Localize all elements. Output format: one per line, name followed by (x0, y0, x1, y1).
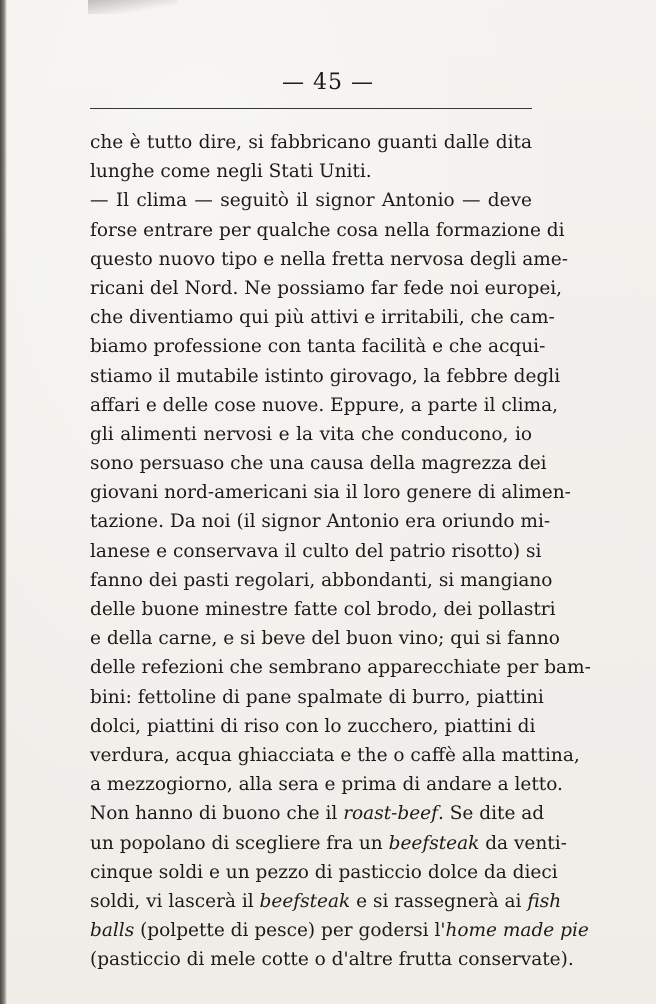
text-line (90, 799, 545, 828)
text-line (90, 916, 589, 945)
text-segment: biamo professione con tanta facilità e che acqui- (90, 336, 546, 358)
text-line (90, 128, 532, 157)
body-text (90, 128, 591, 974)
text-segment: che diventiamo qui più attivi e irritabili, che cam- (90, 307, 555, 329)
text-line (90, 362, 561, 391)
scan-smudge (88, 0, 178, 14)
text-line (90, 887, 562, 916)
text-segment: — Il clima — seguitò il signor Antonio — deve (90, 190, 532, 212)
text-line (90, 770, 563, 799)
text-line (90, 420, 532, 449)
text-segment: lanese e conservava il culto del patrio risotto) si (90, 540, 542, 562)
text-segment: che è tutto dire, si fabbricano guanti dalle dita (90, 132, 532, 153)
text-line (90, 595, 556, 624)
text-segment: sono persuaso che una causa della magrezza dei (90, 453, 547, 475)
text-segment: forse entrare per qualche cosa nella formazione di (90, 219, 565, 241)
text-line (90, 391, 558, 420)
text-segment: affari e delle cose nuove. Eppure, a parte il clima, (90, 394, 558, 416)
text-segment: giovani nord-americani sia il loro genere di alimen- (90, 482, 571, 504)
text-line (90, 478, 571, 507)
text-line (90, 216, 565, 245)
text-line (90, 858, 558, 887)
text-line (90, 653, 591, 682)
text-line (90, 303, 555, 332)
italic-text: roast-beef (343, 803, 438, 825)
text-segment: soldi, vi lascerà il (90, 890, 260, 912)
text-segment: questo nuovo tipo e nella fretta nervosa degli ame- (90, 248, 568, 270)
italic-text: fish (527, 890, 562, 912)
text-segment: e della carne, e si beve del buon vino; qui si fanno (90, 628, 560, 650)
page-number: — 45 — (282, 70, 374, 95)
text-line (90, 537, 542, 566)
header-rule (90, 108, 532, 109)
text-segment: verdura, acqua ghiacciata e the o caffè alla mattina, (90, 744, 580, 766)
text-line (90, 712, 536, 741)
italic-text: home made pie (445, 920, 589, 942)
text-segment: bini: fettoline di pane spalmate di burro, piattini (90, 686, 544, 708)
text-line (90, 186, 532, 215)
text-line (90, 829, 567, 858)
italic-text: balls (90, 920, 135, 942)
text-line (90, 157, 532, 186)
text-line (90, 624, 560, 653)
text-segment: cinque soldi e un pezzo di pasticcio dolce da dieci (90, 861, 558, 883)
text-line (90, 507, 551, 536)
text-segment: ricani del Nord. Ne possiamo far fede noi europei, (90, 277, 563, 299)
text-line (90, 945, 574, 974)
page-left-edge (0, 0, 7, 1004)
text-segment: lunghe come negli Stati Uniti. (90, 161, 372, 183)
text-line (90, 566, 553, 595)
text-segment: (pasticcio di mele cotte o d'altre frutta conservate). (90, 949, 574, 971)
text-line (90, 741, 580, 770)
text-line (90, 683, 544, 712)
text-line (90, 245, 568, 274)
text-line (90, 449, 547, 478)
text-segment: delle refezioni che sembrano apparecchiate per bam- (90, 657, 591, 679)
text-segment: gli alimenti nervosi e la vita che conducono, io (90, 423, 532, 445)
text-segment: (polpette di pesce) per godersi l' (134, 920, 446, 942)
text-segment: stiamo il mutabile istinto girovago, la febbre degli (90, 365, 561, 387)
text-line (90, 332, 546, 361)
text-segment: da venti- (479, 832, 567, 854)
text-segment: tazione. Da noi (il signor Antonio era oriundo mi- (90, 511, 551, 533)
text-segment: delle buone minestre fatte col brodo, dei pollastri (90, 599, 556, 620)
text-segment: Non hanno di buono che il (90, 803, 344, 825)
text-segment: fanno dei pasti regolari, abbondanti, si mangiano (90, 569, 553, 591)
text-segment: . Se dite ad (437, 803, 545, 825)
italic-text: beefsteak (388, 832, 480, 854)
text-segment: a mezzogiorno, alla sera e prima di andare a letto. (90, 774, 563, 796)
italic-text: beefsteak (259, 890, 351, 912)
text-segment: un popolano di scegliere fra un (90, 832, 389, 854)
text-segment: dolci, piattini di riso con lo zucchero, piattini di (90, 715, 536, 737)
text-line (90, 274, 563, 303)
text-segment: e si rassegnerà ai (350, 890, 528, 912)
